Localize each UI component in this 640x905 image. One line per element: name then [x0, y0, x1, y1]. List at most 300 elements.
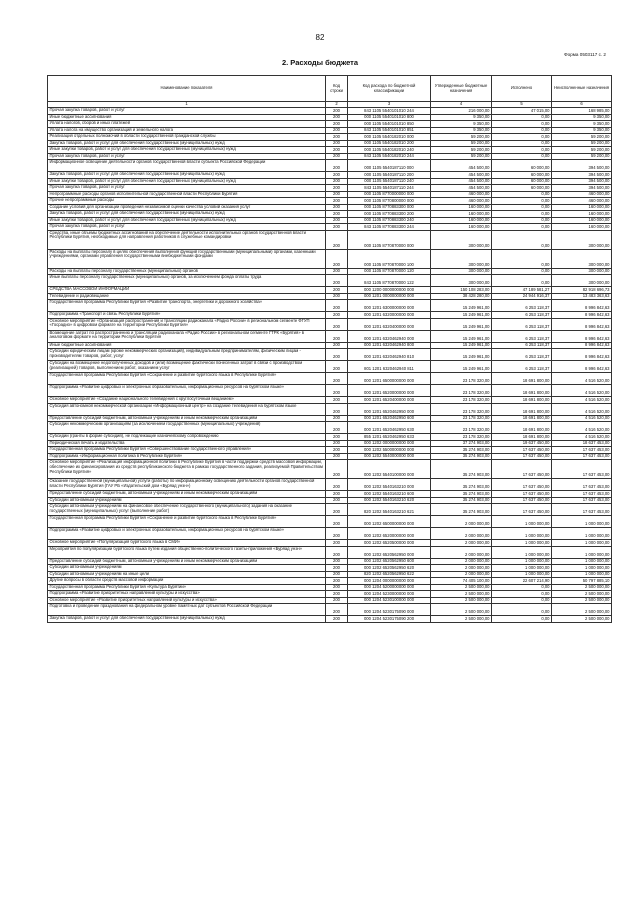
row-approved: 160 000,00 — [431, 224, 492, 231]
row-unexecuted: 8 996 842,63 — [552, 349, 612, 361]
row-approved: 300 000,00 — [431, 275, 492, 287]
row-executed: 0,00 — [492, 127, 552, 134]
row-name: Государственная программа Республики Бурятия «Культура Бурятии» — [48, 584, 326, 591]
row-executed: 17 637 450,00 — [492, 504, 552, 516]
row-budget-code: 000 1202 6520562950 000 — [348, 546, 431, 558]
row-budget-code: 820 1202 5540163210 621 — [348, 504, 431, 516]
row-approved: 15 249 961,00 — [431, 361, 492, 373]
row-unexecuted: 300 000,00 — [552, 275, 612, 287]
row-name: Предоставление субсидий бюджетным, автономным учреждениям и иным некоммерческим организациям — [48, 558, 326, 565]
row-approved: 2 500 000,00 — [431, 604, 492, 616]
row-name: Создание условий для организации проведения независимой оценки качества условий оказания услуг — [48, 204, 326, 211]
row-line-code: 200 — [326, 342, 348, 349]
row-line-code: 200 — [326, 504, 348, 516]
column-number: 1 — [48, 102, 326, 108]
row-line-code: 200 — [326, 591, 348, 598]
row-approved: 160 000,00 — [431, 211, 492, 218]
row-budget-code: 000 1201 6500000000 000 — [348, 373, 431, 385]
header-executed: Исполнено — [492, 76, 552, 102]
row-budget-code: 000 1105 5540187110 000 — [348, 160, 431, 172]
row-budget-code: 000 1201 6320462940 810 — [348, 349, 431, 361]
row-name: Иные закупки товаров, работ и услуг для обеспечения государственных (муниципальных) нужд — [48, 178, 326, 185]
row-unexecuted: 8 996 842,63 — [552, 330, 612, 342]
row-unexecuted: 300 000,00 — [552, 230, 612, 249]
row-budget-code: 000 1105 8770883300 000 — [348, 204, 431, 211]
row-name: Подпрограмма «Транспорт и связь Республики Бурятия» — [48, 312, 326, 319]
table-row — [48, 160, 612, 172]
row-executed: 0,00 — [492, 204, 552, 211]
header-row — [48, 76, 612, 102]
row-executed: 0,00 — [492, 153, 552, 160]
row-unexecuted: 17 637 453,00 — [552, 479, 612, 491]
row-name: Периодическая печать и издательства — [48, 440, 326, 447]
row-budget-code: 000 1201 6300000000 000 — [348, 300, 431, 312]
row-approved: 35 274 903,00 — [431, 504, 492, 516]
row-name: Реализация отдельных полномочий в области государственной гражданской службы — [48, 134, 326, 141]
row-budget-code: 000 1201 6520400000 000 — [348, 397, 431, 404]
table-row — [48, 385, 612, 397]
row-executed: 60 000,00 — [492, 172, 552, 179]
row-name: Основное мероприятие «Организация распространения и трансляции радиоканала «Радио России» в региональном сегменте ФГУП «Госрадио» в цифровом формате на территории Республики Бурятия» — [48, 318, 326, 330]
row-budget-code: 843 1105 5540187110 244 — [348, 185, 431, 192]
row-line-code: 200 — [326, 147, 348, 154]
row-line-code: 200 — [326, 565, 348, 572]
row-approved: 15 249 961,00 — [431, 318, 492, 330]
row-name: Основное мероприятие «Реализация информационной политики в Республике Бурятия в части поддержки средств массовой информации, обеспечение их финансирования из средств республиканского бюджета в рамках государственного задания, реализуемой Правительством Республики Бурятия» — [48, 460, 326, 479]
row-line-code: 200 — [326, 516, 348, 528]
row-approved: 35 274 903,00 — [431, 453, 492, 460]
row-name: Субсидии автономным учреждениям — [48, 565, 326, 572]
row-approved: 2 500 000,00 — [431, 584, 492, 591]
column-number: 2 — [326, 102, 348, 108]
row-budget-code: 843 1105 5540101010 851 — [348, 127, 431, 134]
row-name: Государственная программа Республики Бурятия «Развитие транспорта, энергетики и дорожного хозяйства» — [48, 300, 326, 312]
row-budget-code: 000 1202 6500000000 000 — [348, 516, 431, 528]
row-name: Иные закупки товаров, работ и услуг для обеспечения государственных (муниципальных) нужд — [48, 147, 326, 154]
row-approved: 2 500 000,00 — [431, 616, 492, 623]
row-executed: 0,00 — [492, 147, 552, 154]
row-name: Государственная программа Республики Бурятия «Сохранение и развитие бурятского языка в Республике Бурятия» — [48, 516, 326, 528]
row-budget-code: 000 1202 5540163210 000 — [348, 479, 431, 491]
row-line-code: 200 — [326, 318, 348, 330]
row-unexecuted: 300 000,00 — [552, 249, 612, 268]
row-line-code: 200 — [326, 204, 348, 211]
row-approved: 9 350,00 — [431, 121, 492, 128]
row-line-code: 200 — [326, 453, 348, 460]
table-row — [48, 604, 612, 616]
row-budget-code: 855 1201 6520462950 633 — [348, 434, 431, 441]
row-executed: 1 000 000,00 — [492, 540, 552, 547]
row-executed: 1 000 000,00 — [492, 558, 552, 565]
row-approved: 35 274 903,00 — [431, 497, 492, 504]
row-executed: 0,00 — [492, 224, 552, 231]
row-line-code: 200 — [326, 540, 348, 547]
row-name: Уплата налога на имущество организаций и земельного налога — [48, 127, 326, 134]
row-executed: 18 691 800,00 — [492, 373, 552, 385]
table-row — [48, 230, 612, 249]
row-executed: 1 000 000,00 — [492, 565, 552, 572]
row-name: Субсидии юридическим лицам (кроме некоммерческих организаций), индивидуальным предпринимателям, физическим лицам - производителям товаров, работ, услуг — [48, 349, 326, 361]
expenditure-table — [47, 75, 612, 623]
row-approved: 160 000,00 — [431, 217, 492, 224]
row-unexecuted: 59 200,00 — [552, 134, 612, 141]
row-executed: 17 637 450,00 — [492, 447, 552, 454]
row-name: Субсидии автономным учреждениям на иные цели — [48, 571, 326, 578]
row-line-code: 200 — [326, 422, 348, 434]
row-approved: 23 178 320,00 — [431, 385, 492, 397]
row-unexecuted: 2 500 000,00 — [552, 584, 612, 591]
row-executed: 24 944 916,37 — [492, 293, 552, 300]
row-line-code: 200 — [326, 134, 348, 141]
row-line-code: 200 — [326, 349, 348, 361]
row-name: Подпрограмма «Развитие цифровых и электронных образовательных, информационных ресурсов на бурятском языке» — [48, 528, 326, 540]
row-line-code: 200 — [326, 312, 348, 319]
row-approved: 2 500 000,00 — [431, 597, 492, 604]
row-executed: 0,00 — [492, 616, 552, 623]
row-approved: 2 000 000,00 — [431, 571, 492, 578]
row-budget-code: 000 1105 8770883300 240 — [348, 217, 431, 224]
row-line-code: 200 — [326, 440, 348, 447]
row-line-code: 200 — [326, 114, 348, 121]
row-name: Расходы на выплаты персоналу в целях обеспечения выполнения функций государственными (муниципальными) органами, казенными учреждениями, органами управления государственными внебюджетными фондами — [48, 249, 326, 268]
row-line-code: 200 — [326, 172, 348, 179]
row-name: Закупка товаров, работ и услуг для обеспечения государственных (муниципальных) нужд — [48, 172, 326, 179]
row-budget-code: 820 1202 6520562950 622 — [348, 571, 431, 578]
row-name: Закупка товаров, работ и услуг для обеспечения государственных (муниципальных) нужд — [48, 140, 326, 147]
row-line-code: 200 — [326, 447, 348, 454]
row-name: Прочая закупка товаров, работ и услуг — [48, 185, 326, 192]
row-executed: 1 000 000,00 — [492, 546, 552, 558]
row-approved: 2 000 000,00 — [431, 558, 492, 565]
row-executed: 0,00 — [492, 140, 552, 147]
row-name: Предоставление субсидий бюджетным, автономным учреждениям и иным некоммерческим организациям — [48, 491, 326, 498]
row-executed: 0,00 — [492, 217, 552, 224]
row-budget-code: 000 1201 6520462950 630 — [348, 422, 431, 434]
row-unexecuted: 460 000,00 — [552, 191, 612, 198]
row-approved: 23 178 320,00 — [431, 415, 492, 422]
row-approved: 35 274 903,00 — [431, 460, 492, 479]
row-name: Прочая закупка товаров, работ и услуг — [48, 108, 326, 115]
table-row — [48, 275, 612, 287]
row-name: Расходы на выплаты персоналу государственных (муниципальных) органов — [48, 268, 326, 275]
row-name: Субсидии некоммерческим организациям (за исключением государственных (муниципальных) учреждений) — [48, 422, 326, 434]
row-budget-code: 000 1202 5540000000 000 — [348, 453, 431, 460]
table-row — [48, 422, 612, 434]
row-approved: 59 200,00 — [431, 134, 492, 141]
row-executed: 0,00 — [492, 191, 552, 198]
row-approved: 59 200,00 — [431, 153, 492, 160]
table-row — [48, 373, 612, 385]
table-row — [48, 516, 612, 528]
table-body — [48, 108, 612, 623]
row-executed: 0,00 — [492, 230, 552, 249]
row-executed: 6 253 118,37 — [492, 342, 552, 349]
row-budget-code: 000 1204 5200000000 000 — [348, 584, 431, 591]
row-executed: 60 000,00 — [492, 178, 552, 185]
row-executed: 6 253 118,37 — [492, 349, 552, 361]
row-line-code: 200 — [326, 571, 348, 578]
row-unexecuted: 59 200,00 — [552, 153, 612, 160]
row-approved: 35 274 903,00 — [431, 447, 492, 454]
row-line-code: 200 — [326, 460, 348, 479]
row-line-code: 200 — [326, 497, 348, 504]
table-row — [48, 504, 612, 516]
row-line-code: 200 — [326, 434, 348, 441]
table-row — [48, 349, 612, 361]
row-line-code: 200 — [326, 185, 348, 192]
row-budget-code: 000 1202 6520562950 600 — [348, 558, 431, 565]
row-budget-code: 843 1105 8770870000 122 — [348, 275, 431, 287]
table-row — [48, 300, 612, 312]
row-approved: 300 000,00 — [431, 268, 492, 275]
row-approved: 2 000 000,00 — [431, 565, 492, 572]
row-unexecuted: 4 516 520,00 — [552, 403, 612, 415]
row-name: Государственная программа Республики Бурятия «Сохранение и развитие бурятского языка в Республике Бурятия» — [48, 373, 326, 385]
row-budget-code: 000 1204 5230175090 200 — [348, 616, 431, 623]
row-executed: 60 000,00 — [492, 160, 552, 172]
row-unexecuted: 1 000 000,00 — [552, 558, 612, 565]
row-approved: 38 428 280,00 — [431, 293, 492, 300]
row-approved: 216 000,00 — [431, 108, 492, 115]
row-line-code: 200 — [326, 361, 348, 373]
row-budget-code: 000 1204 5230100000 000 — [348, 597, 431, 604]
row-budget-code: 000 1105 8770800000 000 — [348, 198, 431, 205]
row-line-code: 200 — [326, 597, 348, 604]
row-name: Подпрограмма «Развитие цифровых и электронных образовательных, информационных ресурсов на бурятском языке» — [48, 385, 326, 397]
row-executed: 6 253 118,37 — [492, 318, 552, 330]
row-name: Возмещение затрат по распространению и трансляции радиоканала «Радио России» в региональном сегменте ГТРК «Бурятия» в аналоговом формате на территории Республики Бурятия — [48, 330, 326, 342]
row-unexecuted: 160 000,00 — [552, 211, 612, 218]
row-unexecuted: 9 350,00 — [552, 127, 612, 134]
table-row — [48, 479, 612, 491]
row-executed: 18 691 800,00 — [492, 434, 552, 441]
row-name: Уплата налогов, сборов и иных платежей — [48, 121, 326, 128]
row-executed: 17 637 450,00 — [492, 460, 552, 479]
row-unexecuted: 17 637 453,00 — [552, 460, 612, 479]
row-line-code: 200 — [326, 217, 348, 224]
row-name: Субсидии (гранты в форме субсидий), не подлежащие казначейскому сопровождению — [48, 434, 326, 441]
row-unexecuted: 2 500 000,00 — [552, 597, 612, 604]
row-approved: 59 200,00 — [431, 140, 492, 147]
row-line-code: 200 — [326, 373, 348, 385]
row-approved: 9 350,00 — [431, 114, 492, 121]
row-executed: 0,00 — [492, 268, 552, 275]
row-unexecuted: 460 000,00 — [552, 198, 612, 205]
row-approved: 460 000,00 — [431, 198, 492, 205]
row-budget-code: 000 1201 6320462940 000 — [348, 330, 431, 342]
row-unexecuted: 50 797 885,10 — [552, 578, 612, 585]
row-budget-code: 000 1202 6520500000 000 — [348, 540, 431, 547]
row-budget-code: 000 1105 8770000000 000 — [348, 191, 431, 198]
row-line-code: 200 — [326, 385, 348, 397]
row-approved: 2 000 000,00 — [431, 546, 492, 558]
row-approved: 23 178 320,00 — [431, 403, 492, 415]
row-unexecuted: 4 516 520,00 — [552, 385, 612, 397]
row-unexecuted: 1 000 000,00 — [552, 516, 612, 528]
row-budget-code: 000 1202 6520562950 620 — [348, 565, 431, 572]
row-approved: 15 249 961,00 — [431, 312, 492, 319]
row-budget-code: 000 1201 6520462950 600 — [348, 415, 431, 422]
row-approved: 460 000,00 — [431, 191, 492, 198]
row-name: СРЕДСТВА МАССОВОЙ ИНФОРМАЦИИ — [48, 287, 326, 294]
row-name: Прочая закупка товаров, работ и услуг — [48, 153, 326, 160]
row-budget-code: 000 1202 5540100000 000 — [348, 460, 431, 479]
row-unexecuted: 394 500,00 — [552, 172, 612, 179]
row-executed: 47 015,00 — [492, 108, 552, 115]
row-budget-code: 843 1105 8770883300 244 — [348, 224, 431, 231]
row-name: Иные выплаты персоналу государственных (муниципальных) органов, за исключением фонда оплаты труда — [48, 275, 326, 287]
row-approved: 160 000,00 — [431, 204, 492, 211]
row-approved: 23 178 320,00 — [431, 434, 492, 441]
row-name: Иные бюджетные ассигнования — [48, 114, 326, 121]
row-approved: 454 500,00 — [431, 160, 492, 172]
row-unexecuted: 4 516 520,00 — [552, 397, 612, 404]
header-budget-code: Код расхода по бюджетной классификации — [348, 76, 431, 102]
row-executed: 0,00 — [492, 198, 552, 205]
row-line-code: 200 — [326, 528, 348, 540]
row-line-code: 200 — [326, 397, 348, 404]
row-line-code: 200 — [326, 191, 348, 198]
row-unexecuted: 9 350,00 — [552, 114, 612, 121]
row-executed: 0,00 — [492, 604, 552, 616]
row-executed: 22 607 214,90 — [492, 578, 552, 585]
row-budget-code: 000 1105 5540101010 850 — [348, 121, 431, 128]
row-line-code: 200 — [326, 268, 348, 275]
row-budget-code: 000 1105 5540182010 200 — [348, 140, 431, 147]
row-line-code: 200 — [326, 224, 348, 231]
row-budget-code: 000 1105 8770870000 120 — [348, 268, 431, 275]
row-name: Средства, иные объемы бюджетных ассигнований на обеспечение деятельности исполнительных органов государственной власти Республики Бурятия, необходимые для направления работников в служебные командировки — [48, 230, 326, 249]
row-unexecuted: 18 637 453,00 — [552, 440, 612, 447]
row-approved: 35 274 903,00 — [431, 491, 492, 498]
row-approved: 454 500,00 — [431, 172, 492, 179]
row-budget-code: 000 1202 6520000000 000 — [348, 528, 431, 540]
header-name: Наименование показателя — [48, 76, 326, 102]
row-name: Мероприятия по популяризации бурятского языка путем издания общественно-политического газеты-приложения «Буряад унэн» — [48, 546, 326, 558]
row-budget-code: 801 1201 6320462940 811 — [348, 361, 431, 373]
header-approved: Утвержденные бюджетные назначения — [431, 76, 492, 102]
row-unexecuted: 82 918 696,73 — [552, 287, 612, 294]
row-executed: 0,00 — [492, 134, 552, 141]
row-approved: 300 000,00 — [431, 249, 492, 268]
row-approved: 37 274 903,00 — [431, 440, 492, 447]
row-unexecuted: 160 000,00 — [552, 224, 612, 231]
table-row — [48, 403, 612, 415]
row-budget-code: 843 1105 5540101010 244 — [348, 108, 431, 115]
row-executed: 6 253 118,37 — [492, 361, 552, 373]
row-name: Предоставление субсидий бюджетным, автономным учреждениям и иным некоммерческим организациям — [48, 415, 326, 422]
row-approved: 2 500 000,00 — [431, 591, 492, 598]
row-line-code: 200 — [326, 287, 348, 294]
row-unexecuted: 1 000 000,00 — [552, 571, 612, 578]
row-budget-code: 000 1204 0000000000 000 — [348, 578, 431, 585]
page-number: 82 — [315, 33, 325, 42]
row-unexecuted: 4 516 520,00 — [552, 373, 612, 385]
row-name: Прочая закупка товаров, работ и услуг — [48, 224, 326, 231]
row-unexecuted: 17 637 453,00 — [552, 504, 612, 516]
row-unexecuted: 8 996 842,63 — [552, 342, 612, 349]
row-approved: 74 405 100,00 — [431, 578, 492, 585]
row-line-code: 200 — [326, 584, 348, 591]
row-unexecuted: 59 200,00 — [552, 147, 612, 154]
row-line-code: 200 — [326, 160, 348, 172]
row-name: Непрограммные расходы органов исполнительной государственной власти Республики Бурятия — [48, 191, 326, 198]
row-name: Субсидия автономной некоммерческой организации «Информационный центр» на создание телевидения на бурятском языке — [48, 403, 326, 415]
row-line-code: 200 — [326, 403, 348, 415]
row-unexecuted: 4 516 520,00 — [552, 422, 612, 434]
row-executed: 18 691 800,00 — [492, 422, 552, 434]
row-approved: 2 000 000,00 — [431, 528, 492, 540]
row-approved: 150 108 283,00 — [431, 287, 492, 294]
row-unexecuted: 17 637 453,00 — [552, 491, 612, 498]
row-executed: 60 000,00 — [492, 185, 552, 192]
row-name: Основное мероприятие «Популяризация бурятского языка в СМИ» — [48, 540, 326, 547]
row-line-code: 200 — [326, 198, 348, 205]
row-executed: 0,00 — [492, 211, 552, 218]
row-approved: 15 249 961,00 — [431, 330, 492, 342]
row-name: Закупка товаров, работ и услуг для обеспечения государственных (муниципальных) нужд — [48, 211, 326, 218]
row-unexecuted: 1 000 000,00 — [552, 546, 612, 558]
row-executed: 6 253 118,37 — [492, 330, 552, 342]
row-name: Государственная программа Республики Бурятия «Совершенствование государственного управления» — [48, 447, 326, 454]
row-executed: 0,00 — [492, 249, 552, 268]
row-approved: 23 178 320,00 — [431, 422, 492, 434]
row-unexecuted: 17 637 453,00 — [552, 453, 612, 460]
section-title: 2. Расходы бюджета — [281, 58, 359, 67]
row-unexecuted: 1 000 000,00 — [552, 565, 612, 572]
row-name: Иные бюджетные ассигнования — [48, 342, 326, 349]
row-budget-code: 000 1201 6320462940 800 — [348, 342, 431, 349]
row-budget-code: 000 1105 5540187110 240 — [348, 178, 431, 185]
row-name: Основное мероприятие «Создание национального телевидения с круглосуточным вещанием» — [48, 397, 326, 404]
table-row — [48, 249, 612, 268]
column-number: 3 — [348, 102, 431, 108]
row-unexecuted: 1 000 000,00 — [552, 528, 612, 540]
row-budget-code: 000 1202 5540163210 620 — [348, 497, 431, 504]
row-unexecuted: 300 000,00 — [552, 268, 612, 275]
row-approved: 2 000 000,00 — [431, 540, 492, 547]
row-line-code: 200 — [326, 479, 348, 491]
row-unexecuted: 13 483 363,63 — [552, 293, 612, 300]
row-name: Закупка товаров, работ и услуг для обеспечения государственных (муниципальных) нужд — [48, 616, 326, 623]
row-unexecuted: 4 516 520,00 — [552, 415, 612, 422]
column-number: 5 — [492, 102, 552, 108]
table-row — [48, 460, 612, 479]
row-budget-code: 000 1204 5230000000 000 — [348, 591, 431, 598]
row-executed: 17 637 450,00 — [492, 479, 552, 491]
table-row — [48, 361, 612, 373]
row-line-code: 200 — [326, 108, 348, 115]
row-line-code: 200 — [326, 558, 348, 565]
row-line-code: 200 — [326, 275, 348, 287]
row-executed: 0,00 — [492, 275, 552, 287]
row-executed: 18 691 800,00 — [492, 385, 552, 397]
row-budget-code: 000 1105 5540182010 000 — [348, 134, 431, 141]
row-approved: 35 274 903,00 — [431, 479, 492, 491]
row-line-code: 200 — [326, 178, 348, 185]
row-line-code: 200 — [326, 211, 348, 218]
row-budget-code: 000 1204 5230175090 000 — [348, 604, 431, 616]
row-line-code: 200 — [326, 121, 348, 128]
row-line-code: 200 — [326, 330, 348, 342]
row-approved: 23 178 320,00 — [431, 397, 492, 404]
row-budget-code: 000 1201 6320000000 000 — [348, 312, 431, 319]
row-approved: 454 500,00 — [431, 178, 492, 185]
row-unexecuted: 8 996 842,63 — [552, 318, 612, 330]
row-unexecuted: 59 200,00 — [552, 140, 612, 147]
row-line-code: 200 — [326, 140, 348, 147]
row-executed: 0,00 — [492, 584, 552, 591]
